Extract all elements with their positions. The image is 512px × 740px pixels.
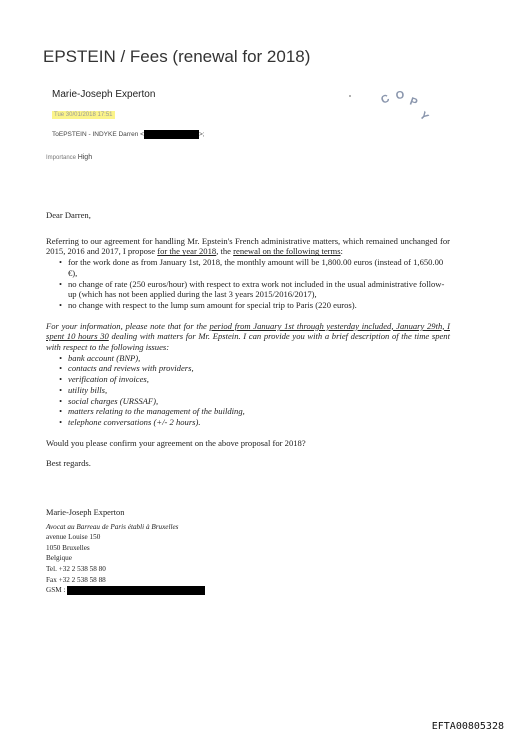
redaction-bar-email bbox=[144, 130, 199, 139]
signature-city: 1050 Bruxelles bbox=[46, 543, 90, 552]
issues-list bbox=[46, 353, 450, 428]
list-item: • matters relating to the management of the building, bbox=[68, 406, 450, 417]
list-item: • bank account (BNP), bbox=[68, 353, 450, 364]
to-prefix: To bbox=[52, 131, 59, 139]
stamp-letter: Y bbox=[416, 109, 431, 124]
signature-name: Marie-Joseph Experton bbox=[46, 508, 125, 517]
email-recipient-line bbox=[52, 130, 205, 139]
to-name: EPSTEIN - INDYKE Darren < bbox=[58, 131, 144, 139]
signature-fax: Fax +32 2 538 58 88 bbox=[46, 575, 106, 584]
p1-text-connector: , the bbox=[216, 246, 234, 257]
copy-stamp-icon bbox=[373, 86, 437, 140]
signature-tel: Tel. +32 2 538 58 80 bbox=[46, 564, 106, 573]
list-item: • no change with respect to the lump sum amount for special trip to Paris (220 euros). bbox=[68, 300, 450, 311]
p1-underlined-terms: renewal on the following terms bbox=[233, 246, 341, 257]
importance-label: Importance bbox=[46, 155, 77, 161]
email-subject-title: EPSTEIN / Fees (renewal for 2018) bbox=[43, 47, 311, 66]
signature-street: avenue Louise 150 bbox=[46, 533, 101, 542]
email-sender-name: Marie-Joseph Experton bbox=[52, 89, 156, 100]
importance-value: High bbox=[77, 154, 93, 161]
list-item: • contacts and reviews with providers, bbox=[68, 363, 450, 374]
p1-colon: : bbox=[340, 246, 343, 257]
terms-list bbox=[46, 257, 450, 311]
gsm-label: GSM : bbox=[46, 586, 66, 595]
redaction-bar-gsm bbox=[67, 586, 205, 595]
signature-block bbox=[46, 508, 205, 596]
list-item: • social charges (URSSAF), bbox=[68, 396, 450, 407]
confirmation-question: Would you please confirm your agreement on the above proposal for 2018? bbox=[46, 437, 306, 448]
letter-greeting: Dear Darren, bbox=[46, 210, 91, 220]
p1-text: Referring to our agreement for handling Mr. Epstein's French administrative matters, which remained unchanged for 2015, 2016 and 2017, I propose bbox=[46, 235, 450, 257]
p2-underlined-period: period from January 1st through yesterday included, January 29th, I spent 10 hours 30 bbox=[46, 320, 450, 342]
closing-line: Best regards. bbox=[46, 458, 91, 469]
stamp-letter: P bbox=[407, 95, 419, 110]
list-item: • telephone conversations (+/- 2 hours). bbox=[68, 417, 450, 428]
list-item: • utility bills, bbox=[68, 385, 450, 396]
email-date-highlighted: Tue 30/01/2018 17:51 bbox=[54, 112, 113, 118]
p1-underlined-year: for the year 2018 bbox=[157, 246, 217, 257]
signature-gsm bbox=[46, 585, 205, 596]
importance-line bbox=[46, 154, 92, 161]
list-item: • verification of invoices, bbox=[68, 374, 450, 385]
to-suffix: >; bbox=[198, 131, 205, 139]
letter-body bbox=[46, 210, 450, 469]
paragraph-terms bbox=[46, 236, 450, 257]
p2-text-rest: dealing with matters for Mr. Epstein. I can provide you with a brief description of the time spent with respect to the following issues: bbox=[46, 331, 450, 353]
paragraph-time-spent bbox=[46, 321, 450, 353]
stamp-letter: C bbox=[379, 92, 392, 107]
list-item: • no change of rate (250 euros/hour) with respect to extra work not included in the usual administrative follow-up (which has not been applied during the last 3 years 2015/2016/2017), bbox=[68, 279, 450, 300]
list-item: • for the work done as from January 1st, 2018, the monthly amount will be 1,800.00 euros (instead of 1,650.00 €), bbox=[68, 257, 450, 278]
document-id: EFTA00805328 bbox=[431, 721, 504, 732]
signature-country: Belgique bbox=[46, 554, 72, 563]
p2-text: For your information, please note that for the bbox=[46, 320, 210, 331]
stamp-letter: O bbox=[395, 89, 405, 102]
scan-speck bbox=[349, 95, 351, 97]
signature-role: Avocat au Barreau de Paris établi à Bruxelles bbox=[46, 522, 179, 531]
